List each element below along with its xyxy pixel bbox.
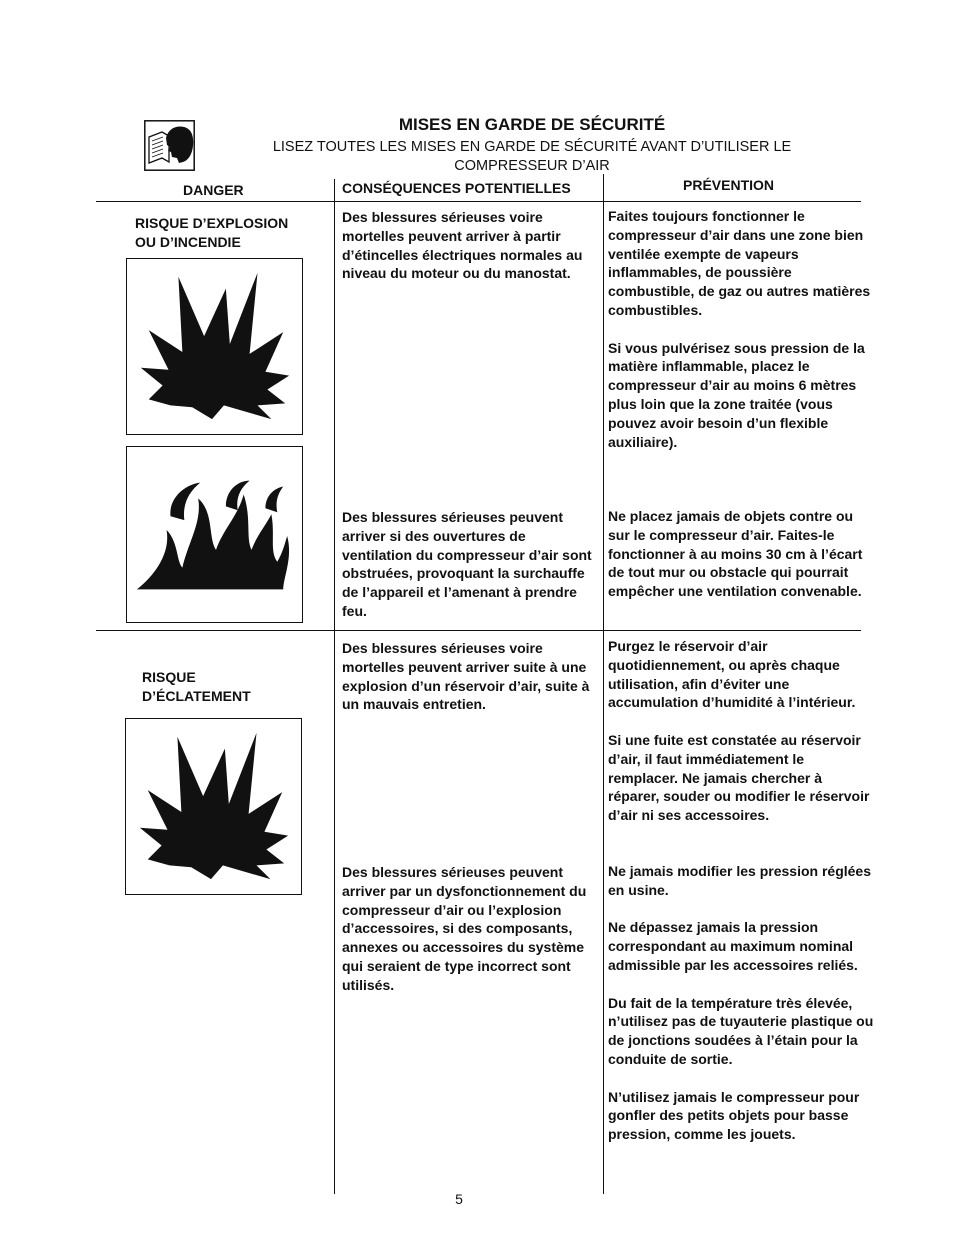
danger-label-burst xyxy=(142,668,251,706)
danger-label-line: D’ÉCLATEMENT xyxy=(142,687,251,704)
consequence-explosion-fire-ventilation: Des blessures sérieuses peuvent arriver si des ouvertures de ventilation du compresseur d’air sont obstruées, provoquant la surchauffe de l’appareil et l’amenant à prendre feu. xyxy=(342,509,592,619)
danger-label-line: RISQUE xyxy=(142,669,196,685)
explosion-icon xyxy=(127,259,302,434)
prevention-paragraph: Faites toujours fonctionner le compresseur d’air dans une zone bien ventilée exempte de vapeurs inflammables, de poussière combustible, de gaz ou autres matières combustibles. xyxy=(608,208,871,318)
consequence-explosion-fire-sparks: Des blessures sérieuses voire mortelles peuvent arriver à partir d’étincelles électriques normales au niveau du moteur ou du manostat. xyxy=(342,209,583,282)
section-divider xyxy=(96,630,861,631)
page-subtitle xyxy=(244,138,820,176)
prevention-explosion-fire-b: Ne placez jamais de objets contre ou sur le compresseur d’air. Faites-le fonctionner à au moins 30 cm à l’écart de tout mur ou obstacle qui pourrait empêcher une ventilation convenable. xyxy=(608,508,863,600)
danger-label-line: OU D’INCENDIE xyxy=(135,233,241,250)
fire-pictogram xyxy=(126,446,303,623)
danger-label-line: RISQUE D’EXPLOSION xyxy=(135,215,289,231)
consequence-burst-accessories: Des blessures sérieuses peuvent arriver par un dysfonctionnement du compresseur d’air ou l’explosion d’accessoires, si des composants, annexes ou accessoires du système qui seraient de type incorrect sont utilisés. xyxy=(342,864,587,993)
column-header-prevention: PRÉVENTION xyxy=(683,177,775,193)
page-number: 5 xyxy=(455,1191,463,1207)
subtitle-line: LISEZ TOUTES LES MISES EN GARDE DE SÉCURITÉ AVANT D’UTILISER LE xyxy=(272,139,792,155)
explosion-pictogram xyxy=(126,258,303,435)
column-divider-left xyxy=(334,179,335,1194)
prevention-burst-b xyxy=(608,862,876,1144)
prevention-paragraph: Si vous pulvérisez sous pression de la matière inflammable, placez le compresseur d’air au moins 6 mètres plus loin que la zone traitée (vous pouvez avoir besoin d’un flexible auxiliaire). xyxy=(608,339,865,450)
column-header-danger: DANGER xyxy=(183,182,244,198)
prevention-paragraph: Du fait de la température très élevée, n’utilisez pas de tuyauterie plastique ou de jonctions soudées à l’étain pour la conduite de sortie. xyxy=(608,994,874,1067)
danger-label-explosion-fire xyxy=(135,214,288,252)
prevention-paragraph: Purgez le réservoir d’air quotidiennement, ou après chaque utilisation, afin d’éviter une accumulation d’humidité à l’intérieur. xyxy=(608,638,856,711)
fire-icon xyxy=(127,447,302,622)
prevention-paragraph: N’utilisez jamais le compresseur pour gonfler des petits objets pour basse pression, comme les jouets. xyxy=(608,1088,860,1143)
prevention-paragraph: Si une fuite est constatée au réservoir d’air, il faut immédiatement le remplacer. Ne jamais chercher à réparer, souder ou modifier le réservoir d’air ni ses accessoires. xyxy=(608,731,870,824)
page-title: MISES EN GARDE DE SÉCURITÉ xyxy=(398,115,666,134)
prevention-paragraph: Ne dépassez jamais la pression correspondant au maximum nominal admissible par les accessoires reliés. xyxy=(608,919,858,973)
burst-pictogram xyxy=(125,718,302,895)
column-header-consequences: CONSÉQUENCES POTENTIELLES xyxy=(342,180,571,196)
column-divider-right xyxy=(603,174,604,1194)
prevention-paragraph: Ne jamais modifier les pression réglées en usine. xyxy=(608,863,872,898)
prevention-explosion-fire-a xyxy=(608,207,874,451)
header-divider xyxy=(96,201,861,202)
prevention-burst-a xyxy=(608,637,876,825)
consequence-burst-maintenance: Des blessures sérieuses voire mortelles peuvent arriver suite à une explosion d’un réservoir d’air, suite à un mauvais entretien. xyxy=(342,640,590,713)
explosion-icon xyxy=(126,719,301,894)
subtitle-line: COMPRESSEUR D’AIR xyxy=(454,158,610,174)
